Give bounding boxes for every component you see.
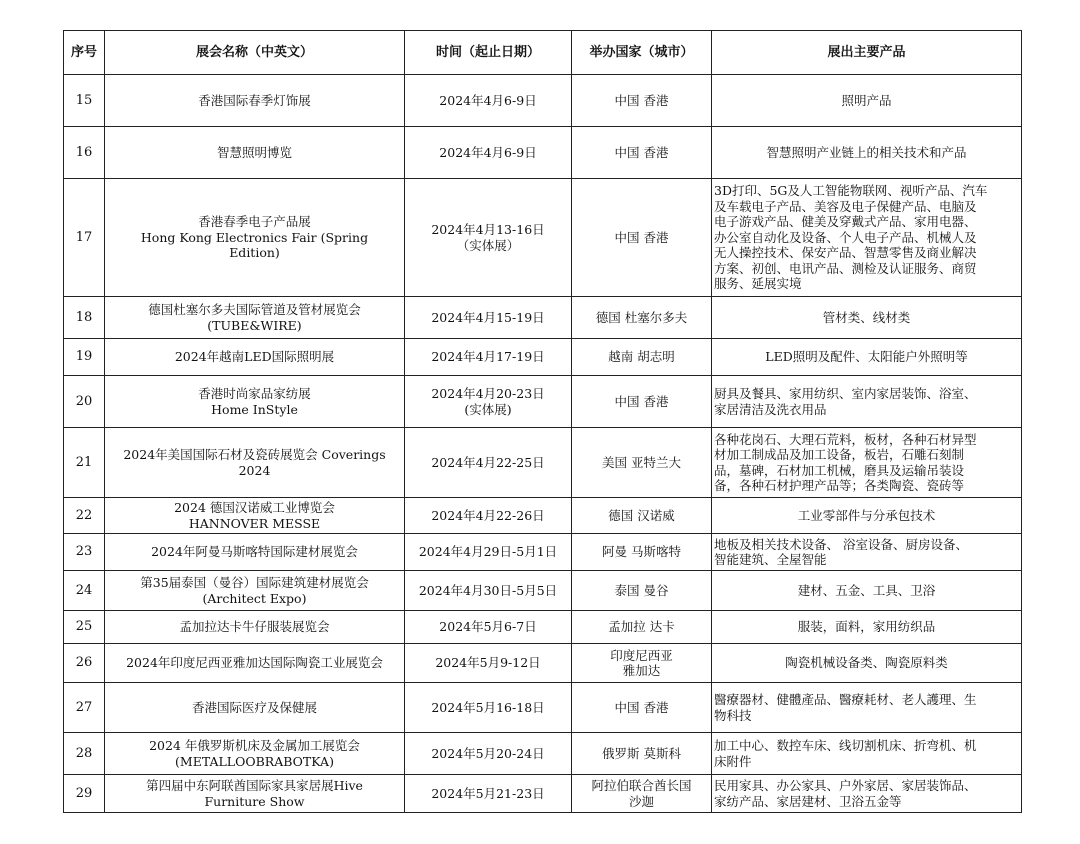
exhibition-location-line: 印度尼西亚 — [610, 647, 673, 663]
exhibition-date — [405, 611, 572, 644]
row-number: 15 — [64, 75, 105, 127]
table-row — [64, 297, 1022, 339]
exhibition-name — [105, 733, 405, 775]
header-products: 展出主要产品 — [712, 31, 1022, 75]
exhibition-name-line: (METALLOOBRABOTKA) — [175, 753, 334, 769]
exhibition-products — [712, 179, 1022, 297]
row-number: 17 — [64, 179, 105, 297]
exhibition-name-line: Home InStyle — [211, 401, 298, 417]
exhibition-products-line: 物科技 — [714, 707, 752, 723]
exhibition-name — [105, 498, 405, 534]
exhibition-location — [572, 75, 712, 127]
exhibition-location-line: 阿曼 马斯喀特 — [602, 544, 681, 560]
row-number: 23 — [64, 534, 105, 571]
exhibition-date — [405, 339, 572, 376]
table-row — [64, 683, 1022, 733]
exhibition-name-line: Hong Kong Electronics Fair (Spring — [140, 229, 369, 245]
exhibition-date-line: 2024年4月17-19日 — [431, 349, 545, 365]
exhibition-products-line: 民用家具、办公家具、户外家居、家居装饰品、 — [714, 778, 977, 793]
exhibition-date — [405, 534, 572, 571]
exhibition-products-line: 工业零部件与分承包技术 — [797, 507, 936, 523]
exhibition-products-line: 地板及相关技术设备、 浴室设备、厨房设备、 — [714, 536, 968, 552]
exhibition-date-line: 2024年5月9-12日 — [435, 655, 541, 671]
exhibition-name-line: 第四届中东阿联酋国际家具家居展Hive — [146, 778, 363, 793]
exhibition-location-line: 中国 香港 — [614, 92, 669, 108]
exhibition-name-line: 第35届泰国（曼谷）国际建筑建材展览会 — [140, 575, 369, 590]
exhibition-name-line: 2024年越南LED国际照明展 — [174, 349, 335, 365]
exhibition-products-line: 3D打印、5G及人工智能物联网、视听产品、汽车 — [714, 183, 988, 199]
exhibition-products — [712, 644, 1022, 683]
exhibition-location — [572, 683, 712, 733]
exhibition-location-line: 中国 香港 — [614, 393, 669, 409]
table-body — [64, 75, 1022, 813]
exhibition-products-line: 备，各种石材护理产品等；各类陶瓷、瓷砖等 — [714, 478, 965, 493]
exhibition-location-line: 美国 亚特兰大 — [602, 454, 681, 470]
row-number: 28 — [64, 733, 105, 775]
exhibition-date-line: 2024年4月30日-5月5日 — [418, 582, 558, 598]
exhibition-name — [105, 428, 405, 498]
exhibition-products — [712, 498, 1022, 534]
exhibition-location — [572, 179, 712, 297]
exhibition-products-line: 厨具及餐具、家用纺织、室内家居装饰、浴室、 — [714, 386, 977, 401]
exhibition-date-line: 2024年5月21-23日 — [431, 785, 545, 801]
row-number: 25 — [64, 611, 105, 644]
exhibition-location — [572, 297, 712, 339]
exhibition-name-line: 2024年美国国际石材及瓷砖展览会 Coverings — [123, 447, 386, 462]
exhibition-name-line: 智慧照明博览 — [216, 144, 292, 160]
row-number: 24 — [64, 571, 105, 611]
exhibition-name-line: 2024年阿曼马斯喀特国际建材展览会 — [151, 544, 358, 560]
exhibition-date — [405, 644, 572, 683]
exhibition-products — [712, 75, 1022, 127]
table-row — [64, 75, 1022, 127]
exhibition-location — [572, 611, 712, 644]
exhibition-products-line: 建材、五金、工具、卫浴 — [797, 582, 936, 598]
exhibition-name — [105, 644, 405, 683]
exhibition-date — [405, 775, 572, 813]
table-row — [64, 571, 1022, 611]
exhibition-products — [712, 611, 1022, 644]
exhibition-table — [63, 30, 1022, 813]
exhibition-products-line: 陶瓷机械设备类、陶瓷原料类 — [785, 655, 948, 671]
exhibition-location — [572, 644, 712, 683]
row-number: 27 — [64, 683, 105, 733]
exhibition-name-line: 2024 年俄罗斯机床及金属加工展览会 — [149, 738, 360, 753]
exhibition-products-line: 服装，面料，家用纺织品 — [797, 619, 936, 635]
exhibition-location-line: 俄罗斯 莫斯科 — [602, 745, 681, 761]
table-row — [64, 775, 1022, 813]
table-row — [64, 428, 1022, 498]
exhibition-location — [572, 428, 712, 498]
exhibition-name-line: (Architect Expo) — [202, 590, 307, 606]
row-number: 16 — [64, 127, 105, 179]
exhibition-date-line: 2024年4月29日-5月1日 — [418, 544, 558, 560]
exhibition-date — [405, 127, 572, 179]
exhibition-date-line: 2024年4月22-25日 — [431, 454, 545, 470]
exhibition-products-line: 各种花岗石、大理石荒料，板材，各种石材异型 — [714, 431, 977, 447]
table-row — [64, 376, 1022, 428]
exhibition-date-line: （实体展） — [456, 237, 520, 253]
exhibition-name — [105, 534, 405, 571]
exhibition-name-line: 香港国际医疗及保健展 — [191, 699, 317, 715]
row-number: 29 — [64, 775, 105, 813]
exhibition-products — [712, 683, 1022, 733]
exhibition-date-line: 2024年5月6-7日 — [439, 619, 537, 635]
exhibition-name — [105, 339, 405, 376]
exhibition-date-line: 2024年5月20-24日 — [431, 745, 545, 761]
exhibition-date — [405, 376, 572, 428]
exhibition-location — [572, 127, 712, 179]
exhibition-products — [712, 733, 1022, 775]
exhibition-location-line: 阿拉伯联合酋长国 — [591, 778, 692, 793]
exhibition-name — [105, 376, 405, 428]
exhibition-date-line: 2024年4月6-9日 — [439, 144, 537, 160]
exhibition-location-line: 德国 杜塞尔多夫 — [595, 309, 688, 325]
header-no: 序号 — [64, 31, 105, 75]
exhibition-products-line: 智能建筑、全屋智能 — [714, 552, 827, 567]
exhibition-date-line: 2024年4月15-19日 — [431, 309, 545, 325]
exhibition-date — [405, 297, 572, 339]
exhibition-name-line: (TUBE&WIRE) — [207, 317, 302, 333]
exhibition-products — [712, 376, 1022, 428]
exhibition-location-line: 泰国 曼谷 — [614, 582, 669, 598]
exhibition-date — [405, 733, 572, 775]
exhibition-date — [405, 498, 572, 534]
exhibition-name — [105, 611, 405, 644]
exhibition-location-line: 沙迦 — [628, 793, 654, 809]
exhibition-products — [712, 339, 1022, 376]
exhibition-products-line: 材加工制成品及加工设备，板岩，石雕石刻制 — [714, 447, 965, 462]
exhibition-name — [105, 571, 405, 611]
exhibition-location — [572, 376, 712, 428]
exhibition-products-line: 办公室自动化及设备、个人电子产品、机械人及 — [714, 229, 977, 245]
exhibition-products-line: 家纺产品、家居建材、卫浴五金等 — [714, 793, 902, 809]
exhibition-products-line: 电子游戏产品、健美及穿戴式产品、家用电器、 — [714, 214, 977, 230]
table-row — [64, 339, 1022, 376]
exhibition-products-line: 智慧照明产业链上的相关技术和产品 — [766, 144, 967, 160]
exhibition-products — [712, 428, 1022, 498]
exhibition-location — [572, 733, 712, 775]
exhibition-date-line: 2024年4月22-26日 — [431, 507, 545, 523]
row-number: 20 — [64, 376, 105, 428]
exhibition-date-line: 2024年4月13-16日 — [431, 222, 545, 237]
exhibition-name — [105, 75, 405, 127]
exhibition-name-line: 德国杜塞尔多夫国际管道及管材展览会 — [148, 302, 361, 317]
exhibition-location — [572, 339, 712, 376]
exhibition-products — [712, 571, 1022, 611]
exhibition-products-line: 方案、初创、电讯产品、测检及认证服务、商贸 — [714, 260, 977, 276]
exhibition-location-line: 雅加达 — [622, 663, 661, 678]
exhibition-products-line: 醫療器材、健體產品、醫療耗材、老人護理、生 — [714, 692, 977, 707]
table-row — [64, 179, 1022, 297]
header-place: 举办国家（城市） — [572, 31, 712, 75]
exhibition-name — [105, 127, 405, 179]
exhibition-date-line: 2024年4月6-9日 — [439, 92, 537, 108]
exhibition-products-line: 服务、延展实境 — [714, 276, 802, 292]
exhibition-products — [712, 775, 1022, 813]
exhibition-location-line: 越南 胡志明 — [608, 349, 675, 365]
exhibition-name — [105, 179, 405, 297]
exhibition-name-line: 2024年印度尼西亚雅加达国际陶瓷工业展览会 — [126, 655, 383, 671]
exhibition-date — [405, 428, 572, 498]
exhibition-date-line: 2024年4月20-23日 — [431, 386, 545, 401]
exhibition-products — [712, 534, 1022, 571]
exhibition-name — [105, 297, 405, 339]
table-row — [64, 733, 1022, 775]
exhibition-name-line: 孟加拉达卡牛仔服装展览会 — [179, 619, 330, 635]
table-row — [64, 127, 1022, 179]
table-row — [64, 534, 1022, 571]
row-number: 18 — [64, 297, 105, 339]
exhibition-products-line: 照明产品 — [841, 92, 892, 108]
header-time: 时间（起止日期） — [405, 31, 572, 75]
exhibition-products-line: 家居清洁及洗衣用品 — [714, 401, 827, 417]
exhibition-name-line: 香港时尚家品家纺展 — [198, 386, 311, 401]
table-row — [64, 611, 1022, 644]
exhibition-location-line: 中国 香港 — [614, 699, 669, 715]
exhibition-location-line: 中国 香港 — [614, 144, 669, 160]
exhibition-products-line: LED照明及配件、太阳能户外照明等 — [765, 349, 968, 365]
exhibition-location — [572, 498, 712, 534]
exhibition-name — [105, 683, 405, 733]
header-name: 展会名称（中英文） — [105, 31, 405, 75]
exhibition-location-line: 中国 香港 — [614, 229, 669, 245]
row-number: 26 — [64, 644, 105, 683]
row-number: 21 — [64, 428, 105, 498]
header-row — [64, 31, 1022, 75]
exhibition-products — [712, 297, 1022, 339]
exhibition-name-line: 香港春季电子产品展 — [198, 214, 311, 230]
exhibition-name-line: 2024 — [238, 462, 271, 478]
exhibition-location-line: 德国 汉诺威 — [608, 507, 675, 523]
exhibition-name-line: Edition) — [229, 245, 280, 261]
exhibition-products-line: 及车载电子产品、美容及电子保健产品、电脑及 — [714, 198, 977, 214]
exhibition-products-line: 床附件 — [714, 753, 752, 769]
exhibition-products-line: 品，墓碑，石材加工机械，磨具及运输吊装设 — [714, 462, 965, 478]
exhibition-location — [572, 571, 712, 611]
exhibition-date — [405, 179, 572, 297]
exhibition-name-line: 2024 德国汉诺威工业博览会 — [174, 500, 335, 515]
exhibition-name-line: HANNOVER MESSE — [188, 515, 321, 531]
exhibition-name-line: Furniture Show — [204, 793, 305, 809]
row-number: 19 — [64, 339, 105, 376]
exhibition-products-line: 加工中心、数控车床、线切割机床、折弯机、机 — [714, 738, 977, 753]
exhibition-products — [712, 127, 1022, 179]
exhibition-date-line: (实体展) — [464, 401, 512, 417]
row-number: 22 — [64, 498, 105, 534]
exhibition-date — [405, 571, 572, 611]
exhibition-date — [405, 75, 572, 127]
table-row — [64, 498, 1022, 534]
exhibition-name-line: 香港国际春季灯饰展 — [198, 92, 311, 108]
exhibition-location — [572, 534, 712, 571]
exhibition-date — [405, 683, 572, 733]
exhibition-name — [105, 775, 405, 813]
exhibition-date-line: 2024年5月16-18日 — [431, 699, 545, 715]
exhibition-location-line: 孟加拉 达卡 — [608, 619, 675, 635]
exhibition-products-line: 无人操控技术、保安产品、智慧零售及商业解决 — [714, 245, 977, 261]
exhibition-products-line: 管材类、线材类 — [822, 309, 911, 325]
exhibition-location — [572, 775, 712, 813]
table-row — [64, 644, 1022, 683]
